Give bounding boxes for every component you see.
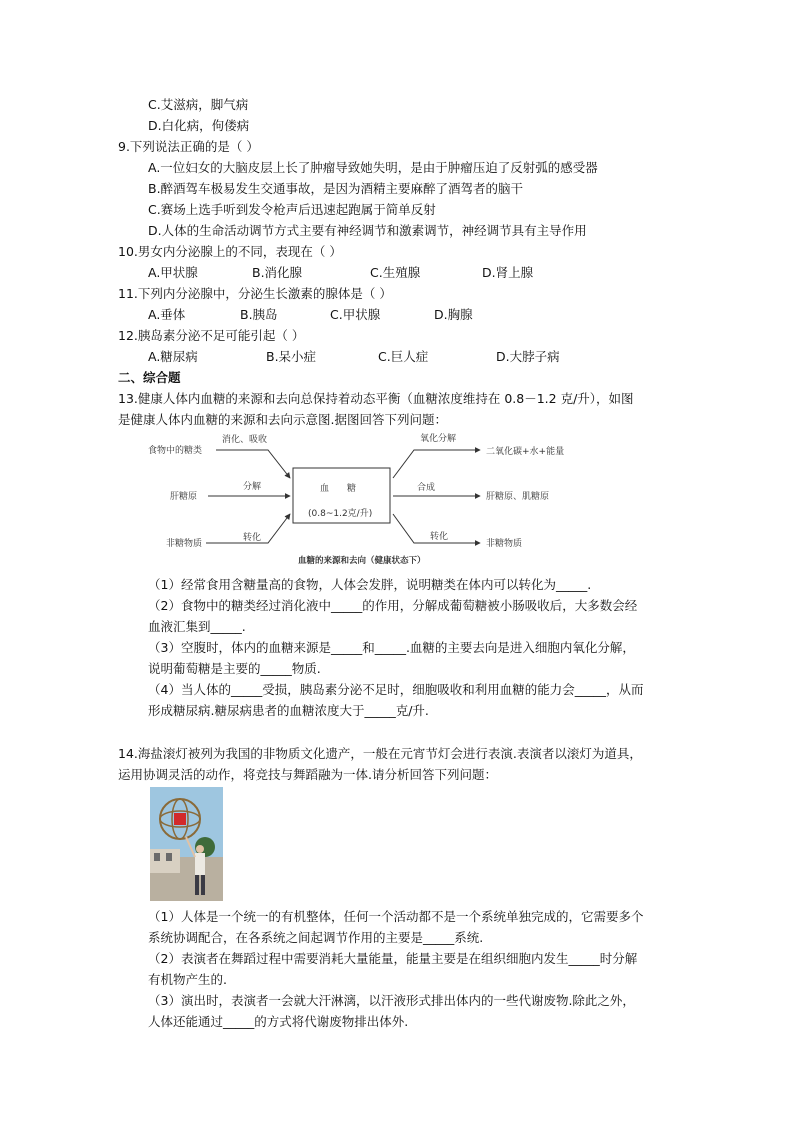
q12-option-d: D.大脖子病 (496, 349, 560, 364)
q13-stem-line1: 13.健康人体内血糖的来源和去向总保持着动态平衡（血糖浓度维持在 0.8－1.2 克/升），如图 (118, 391, 634, 406)
dest-glycogen: 肝糖原、肌糖原 (486, 492, 550, 502)
q13-part2-line1: （2）食物中的糖类经过消化液中_____的作用，分解成葡萄糖被小肠吸收后，大多数会经 (148, 598, 638, 613)
q13-part3-line2: 说明葡萄糖是主要的_____物质. (148, 661, 321, 676)
q12-option-b: B.呆小症 (266, 349, 317, 364)
q13-part3-line1: （3）空腹时，体内的血糖来源是_____和_____.血糖的主要去向是进入细胞内氧化分解， (148, 640, 635, 655)
q14-stem-line1: 14.海盐滚灯被列为我国的非物质文化遗产，一般在元宵节灯会进行表演.表演者以滚灯为道具， (118, 746, 642, 761)
q13-part4-line1: （4）当人体的_____受损，胰岛素分泌不足时，细胞吸收和利用血糖的能力会_____，从而 (148, 682, 644, 697)
q14-stem-line2: 运用协调灵活的动作，将竞技与舞蹈融为一体.请分析回答下列问题： (118, 767, 497, 782)
q10-option-a: A.甲状腺 (148, 265, 198, 280)
section-heading: 二、综合题 (118, 370, 181, 385)
q10-option-d: D.肾上腺 (482, 265, 534, 280)
center-range: (0.8~1.2克/升) (308, 509, 373, 519)
q14-part1-line1: （1）人体是一个统一的有机整体，任何一个活动都不是一个系统单独完成的，它需要多个 (148, 909, 644, 924)
label-oxidize: 氧化分解 (420, 434, 457, 444)
q10-option-c: C.生殖腺 (370, 265, 421, 280)
q9-option-c: C.赛场上选手听到发令枪声后迅速起跑属于简单反射 (148, 202, 436, 217)
label-synthesize: 合成 (417, 483, 436, 493)
rolling-lamp-photo (150, 787, 223, 901)
label-convert-in: 转化 (243, 533, 262, 543)
q12-option-a: A.糖尿病 (148, 349, 198, 364)
q9-option-a: A.一位妇女的大脑皮层上长了肿瘤导致她失明，是由于肿瘤压迫了反射弧的感受器 (148, 160, 598, 175)
blood-sugar-diagram (140, 430, 570, 565)
q14-part1-line2: 系统协调配合，在各系统之间起调节作用的主要是_____系统. (148, 930, 484, 945)
q8-option-c: C.艾滋病，脚气病 (148, 97, 249, 112)
q12-option-c: C.巨人症 (378, 349, 429, 364)
q9-option-b: B.醉酒驾车极易发生交通事故，是因为酒精主要麻醉了酒驾者的脑干 (148, 181, 524, 196)
q14-part3-line2: 人体还能通过_____的方式将代谢废物排出体外. (148, 1014, 409, 1029)
dest-non-sugar: 非糖物质 (486, 539, 523, 549)
diagram-caption: 血糖的来源和去向（健康状态下） (298, 556, 426, 565)
q13-part1: （1）经常食用含糖量高的食物，人体会发胖，说明糖类在体内可以转化为_____. (148, 577, 592, 592)
q10-stem: 10.男女内分泌腺上的不同，表现在（ ） (118, 244, 342, 259)
q11-option-b: B.胰岛 (240, 307, 278, 322)
arrow-food-in (216, 450, 290, 478)
dest-co2-water-energy: 二氧化碳+水+能量 (486, 447, 565, 457)
q13-part2-line2: 血液汇集到_____. (148, 619, 246, 634)
q11-option-a: A.垂体 (148, 307, 186, 322)
label-convert-out: 转化 (430, 532, 449, 542)
q13-part4-line2: 形成糖尿病.糖尿病患者的血糖浓度大于_____克/升. (148, 703, 429, 718)
source-liver-glycogen: 肝糖原 (170, 492, 198, 502)
label-decompose: 分解 (243, 482, 262, 492)
q11-option-c: C.甲状腺 (330, 307, 381, 322)
label-digest-absorb: 消化、吸收 (222, 435, 268, 445)
q10-option-b: B.消化腺 (252, 265, 303, 280)
q9-stem: 9.下列说法正确的是（ ） (118, 139, 259, 154)
source-non-sugar: 非糖物质 (166, 539, 203, 549)
arrow-oxidize-out (393, 450, 480, 478)
q14-part2-line2: 有机物产生的. (148, 972, 227, 987)
q11-stem: 11.下列内分泌腺中，分泌生长激素的腺体是（ ） (118, 286, 392, 301)
center-blood-sugar: 血 糖 (320, 484, 357, 494)
q8-option-d: D.白化病，佝偻病 (148, 118, 250, 133)
q12-stem: 12.胰岛素分泌不足可能引起（ ） (118, 328, 305, 343)
q14-part2-line1: （2）表演者在舞蹈过程中需要消耗大量能量，能量主要是在组织细胞内发生_____时分解 (148, 951, 638, 966)
q14-part3-line1: （3）演出时，表演者一会就大汗淋漓，以汗液形式排出体内的一些代谢废物.除此之外， (148, 993, 635, 1008)
q9-option-d: D.人体的生命活动调节方式主要有神经调节和激素调节，神经调节具有主导作用 (148, 223, 587, 238)
q13-stem-line2: 是健康人体内血糖的来源和去向示意图.据图回答下列问题： (118, 412, 447, 427)
source-food-sugar: 食物中的糖类 (148, 446, 203, 456)
q11-option-d: D.胸腺 (434, 307, 473, 322)
